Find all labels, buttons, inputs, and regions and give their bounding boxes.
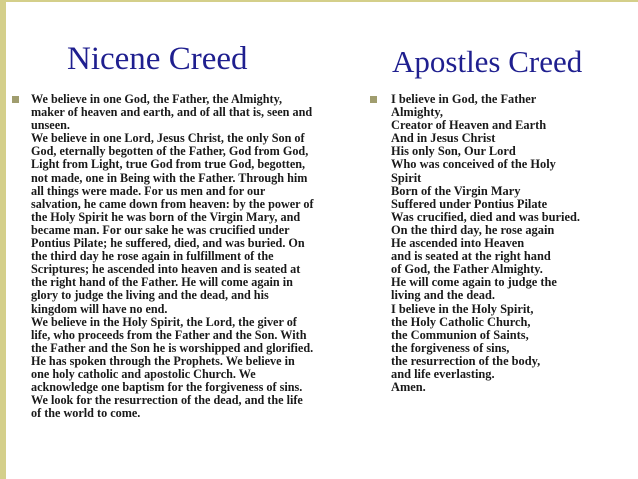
- apostles-creed-line: Who was conceived of the Holy: [391, 157, 556, 172]
- apostles-creed-line: of God, the Father Almighty.: [391, 262, 543, 277]
- nicene-creed-line: God, eternally begotten of the Father, God from God,: [31, 144, 309, 159]
- nicene-creed-line: We believe in the Holy Spirit, the Lord, the giver of: [31, 314, 297, 329]
- nicene-creed-line: of the world to come.: [31, 406, 141, 421]
- apostles-creed-line: the forgiveness of sins,: [391, 340, 510, 355]
- nicene-creed-line: Light from Light, true God from true God, begotten,: [31, 157, 306, 172]
- apostles-creed-line: Born of the Virgin Mary: [391, 183, 521, 198]
- apostles-creed-line: Suffered under Pontius Pilate: [391, 196, 548, 211]
- nicene-creed-line: Pontius Pilate; he suffered, died, and was buried. On: [31, 236, 305, 251]
- apostles-bullet-icon: [370, 96, 377, 103]
- nicene-creed-title: Nicene Creed: [67, 41, 248, 77]
- apostles-creed-line: and is seated at the right hand: [391, 249, 551, 264]
- apostles-creed-line: His only Son, Our Lord: [391, 144, 516, 159]
- nicene-creed-line: kingdom will have no end.: [31, 301, 168, 316]
- apostles-creed-line: I believe in God, the Father: [391, 92, 537, 106]
- apostles-creed-line: the resurrection of the body,: [391, 353, 541, 368]
- apostles-creed-line: living and the dead.: [391, 288, 495, 303]
- nicene-creed-line: glory to judge the living and the dead, and his: [31, 288, 269, 303]
- apostles-creed-text: [391, 93, 631, 394]
- apostles-creed-line: I believe in the Holy Spirit,: [391, 301, 534, 316]
- left-accent-bar: [0, 0, 6, 479]
- apostles-creed-line: the Communion of Saints,: [391, 327, 529, 342]
- apostles-creed-line: He ascended into Heaven: [391, 236, 525, 251]
- nicene-creed-line: Scriptures; he ascended into heaven and is seated at: [31, 262, 301, 277]
- nicene-creed-line: unseen.: [31, 118, 70, 133]
- nicene-creed-line: We look for the resurrection of the dead, and the life: [31, 393, 303, 408]
- nicene-creed-line: salvation, he came down from heaven: by the power of: [31, 196, 314, 211]
- nicene-creed-line: the Holy Spirit he was born of the Virgin Mary, and: [31, 209, 301, 224]
- nicene-creed-line: life, who proceeds from the Father and the Son. With: [31, 327, 307, 342]
- nicene-creed-line: maker of heaven and earth, and of all that is, seen and: [31, 105, 313, 120]
- apostles-creed-line: Amen.: [391, 380, 426, 395]
- apostles-creed-line: Creator of Heaven and Earth: [391, 118, 547, 133]
- nicene-creed-line: He has spoken through the Prophets. We believe in: [31, 353, 295, 368]
- nicene-creed-line: not made, one in Being with the Father. Through him: [31, 170, 308, 185]
- nicene-creed-line: one holy catholic and apostolic Church. We: [31, 366, 256, 381]
- nicene-creed-line: became man. For our sake he was crucified under: [31, 222, 290, 237]
- apostles-creed-line: Almighty,: [391, 105, 443, 120]
- apostles-creed-line: the Holy Catholic Church,: [391, 314, 531, 329]
- apostles-creed-title: Apostles Creed: [392, 44, 583, 79]
- apostles-creed-line: Was crucified, died and was buried.: [391, 209, 580, 224]
- apostles-creed-line: On the third day, he rose again: [391, 222, 555, 237]
- nicene-creed-line: the third day he rose again in fulfillment of the: [31, 249, 274, 264]
- apostles-creed-line: Spirit: [391, 170, 422, 185]
- nicene-creed-line: all things were made. For us men and for our: [31, 183, 266, 198]
- nicene-creed-line: We believe in one God, the Father, the Almighty,: [31, 92, 283, 106]
- top-accent-bar: [0, 0, 638, 2]
- nicene-creed-line: the right hand of the Father. He will come again in: [31, 275, 293, 290]
- nicene-creed-line: the Father and the Son he is worshipped and glorified.: [31, 340, 314, 355]
- nicene-bullet-icon: [12, 96, 19, 103]
- nicene-creed-line: We believe in one Lord, Jesus Christ, the only Son of: [31, 131, 305, 146]
- nicene-creed-line: acknowledge one baptism for the forgiveness of sins.: [31, 380, 303, 395]
- nicene-creed-text: [31, 93, 363, 420]
- apostles-creed-line: And in Jesus Christ: [391, 131, 496, 146]
- apostles-creed-line: He will come again to judge the: [391, 275, 557, 290]
- apostles-creed-line: and life everlasting.: [391, 366, 495, 381]
